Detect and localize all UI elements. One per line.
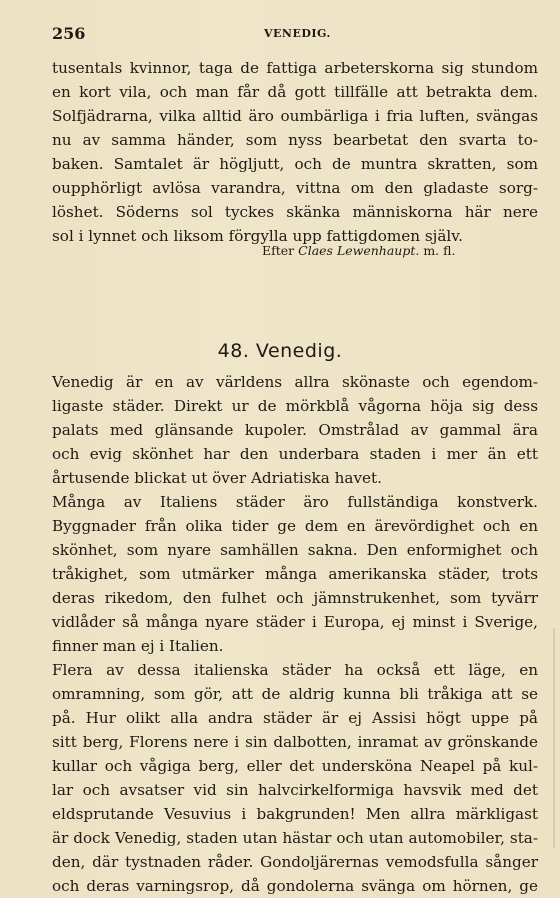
page-edge-mark (553, 628, 555, 848)
text-line: en kort vila, och man får då gott tillfälle att betrakta dem. (52, 83, 538, 101)
text-line: på. Hur olikt alla andra städer är ej Assisi högt uppe på (52, 709, 538, 727)
text-line: skönhet, som nyare samhällen sakna. Den enformighet och (52, 541, 538, 559)
text-line: ligaste städer. Direkt ur de mörkblå vågorna höja sig dess (52, 397, 538, 415)
text-line: kullar och vågiga berg, eller det undersköna Neapel på kul- (52, 757, 538, 775)
text-line: deras rikedom, den fulhet och jämnstrukenhet, som tyvärr (52, 589, 538, 607)
text-line: omramning, som gör, att de aldrig kunna bli tråkiga att se (52, 685, 538, 703)
text-line: oupphörligt avlösa varandra, vittna om den gladaste sorg- (52, 179, 538, 197)
text-line: Många av Italiens städer äro fullständiga konstverk. (52, 493, 538, 511)
attribution-prefix: Efter (262, 243, 295, 258)
text-line: är dock Venedig, staden utan hästar och utan automobiler, sta- (52, 829, 538, 847)
page-header (52, 24, 538, 44)
text-line: sitt berg, Florens nere i sin dalbotten, inramat av grönskande (52, 733, 538, 751)
text-line: nu av samma händer, som nyss bearbetat den svarta to- (52, 131, 538, 149)
text-line: och evig skönhet har den underbara staden i mer än ett (52, 445, 538, 463)
text-line: Solfjädrarna, vilka alltid äro oumbärliga i fria luften, svängas (52, 107, 538, 125)
text-line: Byggnader från olika tider ge dem en ärevördighet och en (52, 517, 538, 535)
text-line: sol i lynnet och liksom förgylla upp fattigdomen själv. (52, 227, 463, 245)
source-attribution (262, 243, 455, 258)
text-line: eldsprutande Vesuvius i bakgrunden! Men allra märkligast (52, 805, 538, 823)
text-line: och deras varningsrop, då gondolerna svänga om hörnen, ge (52, 877, 538, 895)
text-line: tråkighet, som utmärker många amerikanska städer, trots (52, 565, 538, 583)
text-line: årtusende blickat ut över Adriatiska havet. (52, 469, 382, 487)
passage-venedig (52, 370, 538, 898)
text-line: palats med glänsande kupoler. Omstrålad av gammal ära (52, 421, 538, 439)
text-line: baken. Samtalet är högljutt, och de muntra skratten, som (52, 155, 538, 173)
text-line: löshet. Söderns sol tyckes skänka människorna här nere (52, 203, 538, 221)
text-line: lar och avsatser vid sin halvcirkelformiga havsvik med det (52, 781, 538, 799)
attribution-author: Claes Lewenhaupt. (298, 243, 420, 258)
running-head: VENEDIG. (264, 27, 331, 40)
section-heading: 48. Venedig. (217, 340, 343, 362)
attribution-suffix: m. fl. (423, 243, 456, 258)
text-line: vidlåder så många nyare städer i Europa, ej minst i Sverige, (52, 613, 538, 631)
text-line: den, där tystnaden råder. Gondoljärernas vemodsfulla sånger (52, 853, 538, 871)
text-line: Venedig är en av världens allra skönaste och egendom- (52, 373, 538, 391)
page-number: 256 (52, 24, 86, 43)
passage-lewenhaupt (52, 56, 538, 248)
text-line: tusentals kvinnor, taga de fattiga arbeterskorna sig stundom (52, 59, 538, 77)
text-line: finner man ej i Italien. (52, 637, 224, 655)
text-line: Flera av dessa italienska städer ha också ett läge, en (52, 661, 538, 679)
